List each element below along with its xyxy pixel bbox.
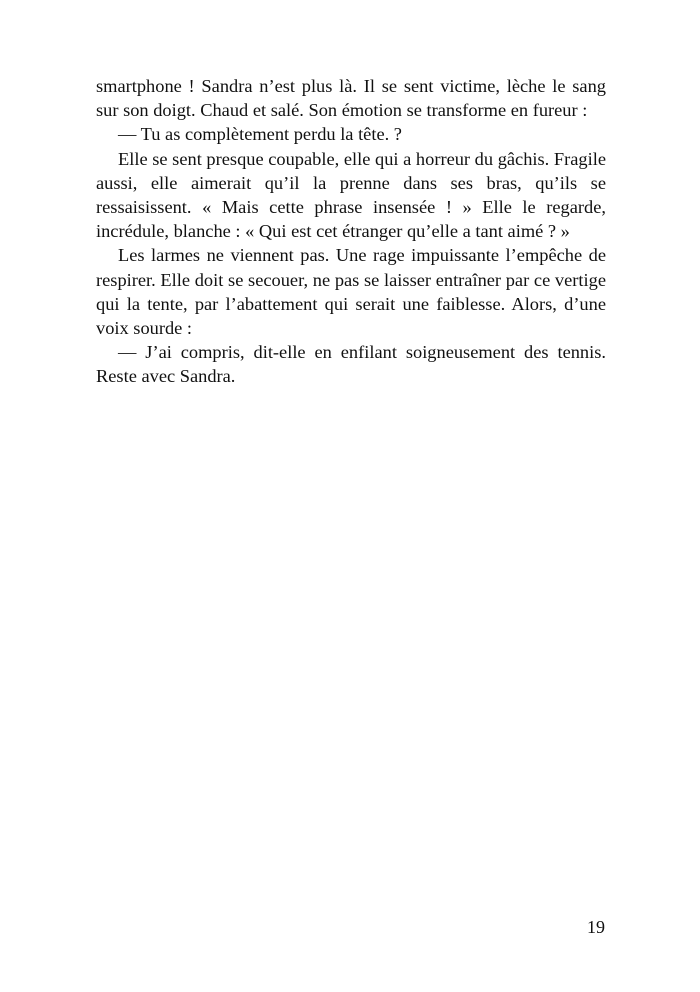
paragraph-3: Elle se sent presque coupable, elle qui a horreur du gâchis. Fragile aussi, elle aimerait qu’il la prenne dans ses bras, qu’ils se ressaisissent. « Mais cette phrase insensée ! » Elle le regarde, incrédule, blanche : « Qui est cet étranger qu’elle a tant aimé ? » [96,148,606,242]
paragraph-2: — Tu as complètement perdu la tête. ? [118,124,402,145]
paragraph-5: — J’ai compris, dit-elle en enfilant soigneusement des tennis. Reste avec Sandra. [96,342,606,387]
paragraph-1: smartphone ! Sandra n’est plus là. Il se sent victime, lèche le sang sur son doigt. Chaud et salé. Son émotion se transforme en fureur : [96,76,606,121]
body-text [96,74,606,389]
page-number: 19 [587,917,605,937]
paragraph-4: Les larmes ne viennent pas. Une rage impuissante l’empêche de respirer. Elle doit se secouer, ne pas se laisser entraîner par ce vertige qui la tente, par l’abattement qui serait une faiblesse. Alors, d’une voix sourde : [96,245,606,339]
